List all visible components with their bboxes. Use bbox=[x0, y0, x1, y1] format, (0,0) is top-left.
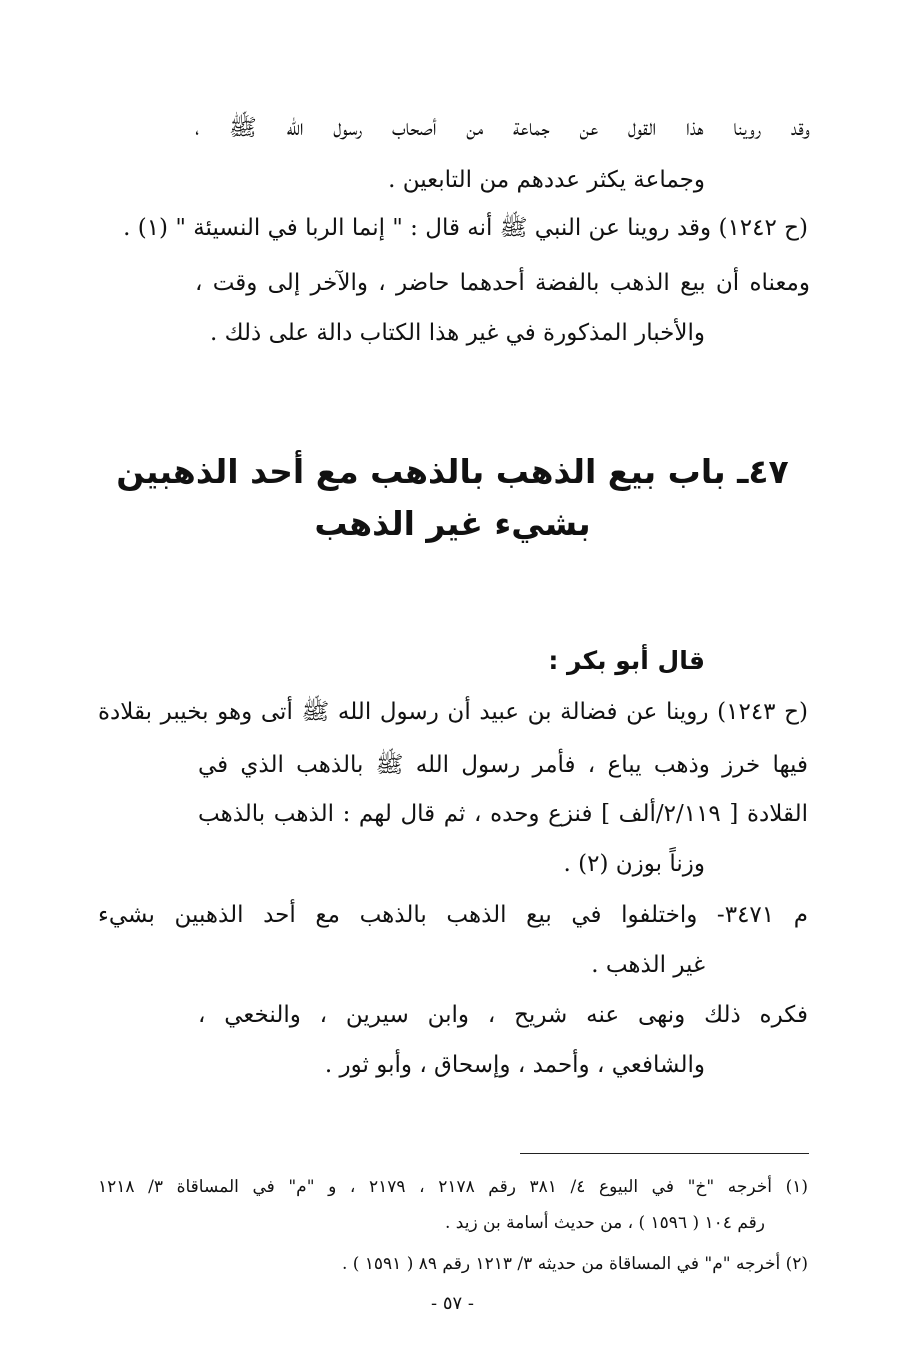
masala-3471-line-2: غير الذهب . bbox=[591, 952, 705, 978]
karaha-line-1: فكره ذلك ونهى عنه شريح ، وابن سيرين ، والنخعي ، bbox=[198, 1002, 808, 1028]
page-number: - ٥٧ - bbox=[431, 1293, 474, 1314]
intro-line-2: وجماعة يكثر عددهم من التابعين . bbox=[388, 167, 705, 193]
meaning-line-1: ومعناه أن بيع الذهب بالفضة أحدهما حاضر ، والآخر إلى وقت ، bbox=[195, 270, 810, 296]
footnote-2: (٢) أخرجه "م" في المساقاة من حديثه ٣/ ١٢١٣ رقم ٨٩ ( ١٥٩١ ) . bbox=[341, 1254, 808, 1274]
chapter-title-line-2: بشيء غير الذهب bbox=[314, 504, 591, 543]
footnote-1-line-1: (١) أخرجه "خ" في البيوع ٤/ ٣٨١ رقم ٢١٧٨ ، ٢١٧٩ ، و "م" في المساقاة ٣/ ١٢١٨ bbox=[98, 1177, 809, 1197]
masala-3471-line-1: م ٣٤٧١- واختلفوا في بيع الذهب بالذهب مع أحد الذهبين بشيء bbox=[98, 902, 808, 928]
footnote-separator bbox=[520, 1153, 809, 1154]
speaker-label: قال أبو بكر : bbox=[548, 646, 705, 675]
hadith-1243-line-1: (ح ١٢٤٣) روينا عن فضالة بن عبيد أن رسول الله ﷺ أتى وهو بخيبر بقلادة bbox=[98, 699, 808, 725]
meaning-line-2: والأخبار المذكورة في غير هذا الكتاب دالة على ذلك . bbox=[210, 320, 705, 346]
intro-line-1: وقد روينا هذا القول عن جماعة من أصحاب رسول الله ﷺ ، bbox=[195, 115, 810, 141]
hadith-1243-line-4: وزناً بوزن (٢) . bbox=[563, 851, 705, 877]
hadith-1242: (ح ١٢٤٢) وقد روينا عن النبي ﷺ أنه قال : " إنما الربا في النسيئة " (١) . bbox=[123, 215, 808, 241]
hadith-1243-line-3: القلادة [ ٢/١١٩/ألف ] فنزع وحده ، ثم قال لهم : الذهب بالذهب bbox=[198, 801, 808, 827]
karaha-line-2: والشافعي ، وأحمد ، وإسحاق ، وأبو ثور . bbox=[324, 1052, 705, 1078]
chapter-title-line-1: ٤٧ـ باب بيع الذهب بالذهب مع أحد الذهبين bbox=[116, 452, 789, 491]
footnote-1-line-2: رقم ١٠٤ ( ١٥٩٦ ) ، من حديث أسامة بن زيد . bbox=[444, 1213, 765, 1233]
hadith-1243-line-2: فيها خرز وذهب يباع ، فأمر رسول الله ﷺ بالذهب الذي في bbox=[198, 752, 808, 778]
